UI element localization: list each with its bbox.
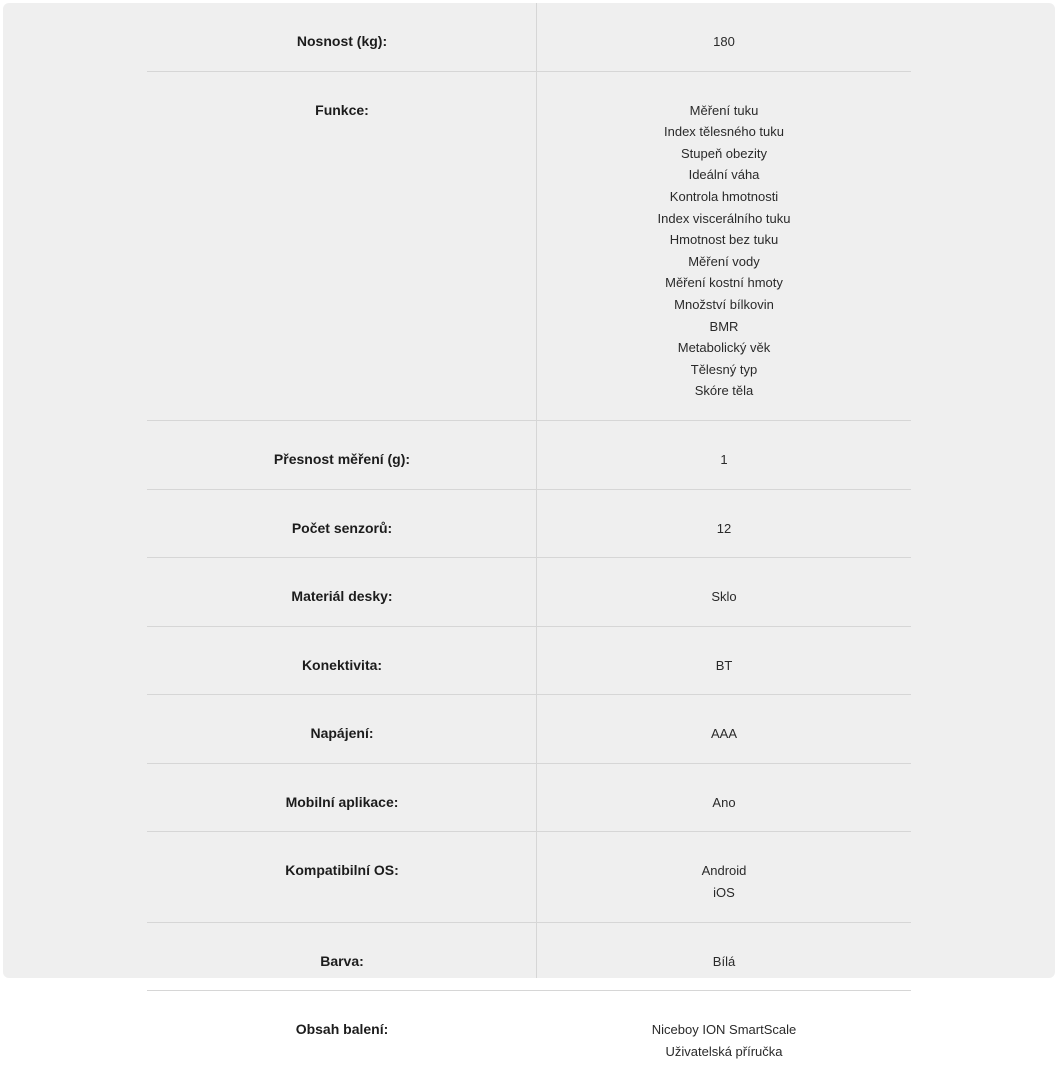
spec-row: [147, 991, 911, 1080]
spec-row: [147, 558, 911, 627]
spec-value-cell: [537, 3, 911, 71]
spec-label: Počet senzorů:: [291, 519, 393, 536]
specifications-table: [147, 3, 911, 1080]
spec-value-cell: [537, 626, 911, 695]
spec-value: BMR: [709, 318, 739, 334]
spec-value: Bílá: [712, 953, 736, 969]
spec-row: [147, 922, 911, 991]
spec-value: Množství bílkovin: [674, 296, 774, 312]
spec-row: [147, 71, 911, 420]
spec-value: Ideální váha: [688, 167, 760, 183]
spec-value-cell: [537, 832, 911, 922]
spec-row: [147, 489, 911, 558]
spec-value-cell: [537, 71, 911, 420]
spec-label: Obsah balení:: [295, 1021, 389, 1038]
spec-value: Skóre těla: [694, 383, 754, 399]
spec-row: [147, 763, 911, 832]
spec-value: Hmotnost bez tuku: [669, 232, 779, 248]
spec-value-cell: [537, 991, 911, 1080]
spec-row: [147, 695, 911, 764]
spec-label: Napájení:: [310, 725, 374, 742]
spec-value: Tělesný typ: [690, 361, 758, 377]
spec-value: Index viscerálního tuku: [657, 210, 791, 226]
spec-value-cell: [537, 695, 911, 764]
spec-label: Mobilní aplikace:: [285, 793, 399, 810]
spec-label: Funkce:: [315, 101, 369, 118]
spec-value: Měření vody: [688, 253, 760, 269]
spec-row: [147, 626, 911, 695]
spec-row: [147, 420, 911, 489]
spec-value: Kontrola hmotnosti: [669, 188, 779, 204]
spec-value-cell: [537, 922, 911, 991]
spec-value: Android: [701, 863, 747, 879]
spec-value: Index tělesného tuku: [664, 124, 784, 140]
spec-value: BT: [715, 657, 733, 673]
spec-value: 1: [720, 451, 728, 467]
spec-value: Měření tuku: [689, 102, 759, 118]
specifications-panel: [3, 3, 1055, 1059]
spec-value: Ano: [712, 794, 736, 810]
spec-label: Konektivita:: [301, 656, 383, 673]
spec-value: 180: [713, 34, 735, 49]
spec-value-cell: [537, 763, 911, 832]
spec-label: Materiál desky:: [291, 588, 393, 605]
spec-value: Metabolický věk: [677, 340, 771, 356]
spec-value: Stupeň obezity: [680, 145, 767, 161]
spec-label: Kompatibilní OS:: [285, 862, 399, 879]
spec-value-cell: [537, 420, 911, 489]
spec-value: Měření kostní hmoty: [665, 275, 783, 291]
spec-value: iOS: [713, 885, 735, 901]
spec-value: Sklo: [711, 589, 737, 605]
spec-value: AAA: [710, 726, 737, 742]
spec-value: Uživatelská příručka: [665, 1043, 783, 1059]
spec-label: Nosnost (kg):: [296, 33, 388, 49]
spec-value-cell: [537, 558, 911, 627]
spec-value: Niceboy ION SmartScale: [651, 1022, 797, 1038]
spec-label: Přesnost měření (g):: [273, 450, 411, 467]
spec-value-cell: [537, 489, 911, 558]
spec-row: [147, 3, 911, 71]
specifications-table-body: [147, 3, 911, 1080]
spec-row: [147, 832, 911, 922]
spec-label: Barva:: [320, 952, 364, 969]
spec-value: 12: [716, 520, 732, 536]
